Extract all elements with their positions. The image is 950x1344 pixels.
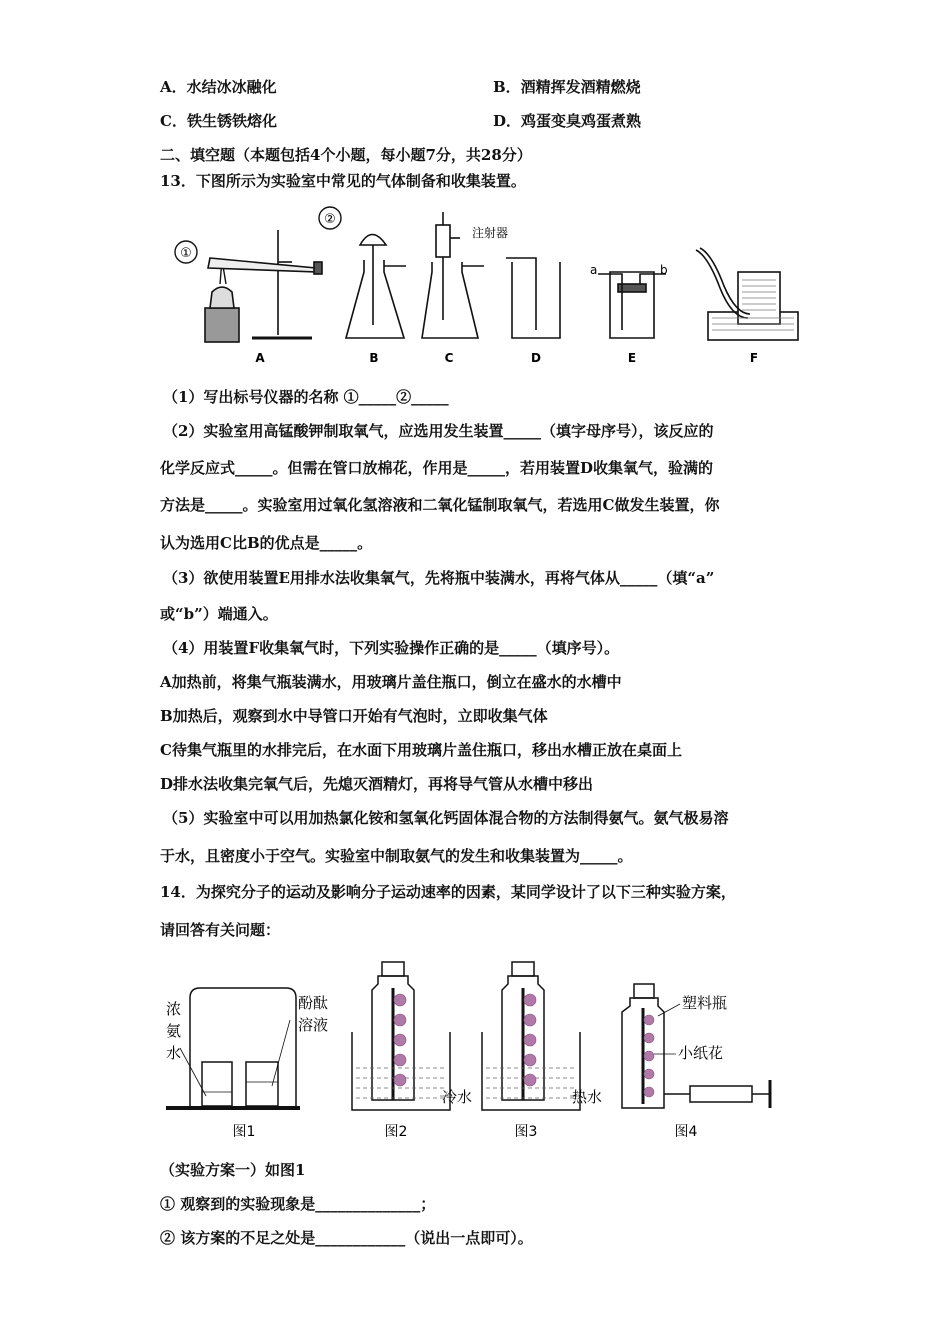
label-phenol-2: 溶液 — [298, 1016, 329, 1034]
label-phenol-1: 酚酞 — [298, 994, 329, 1012]
q13-option-d: D排水法收集完氧气后，先熄灭酒精灯，再将导气管从水槽中移出 — [160, 775, 594, 793]
q14-stem-line2: 请回答有关问题： — [160, 921, 281, 939]
label-plastic-bottle: 塑料瓶 — [682, 994, 728, 1012]
marker-1: ① — [180, 246, 192, 261]
option-b: B．酒精挥发酒精燃烧 — [493, 78, 641, 96]
apparatus-figure — [160, 200, 810, 372]
label-hot-water: 热水 — [572, 1088, 603, 1106]
section-title: 二、填空题（本题包括4个小题，每小题7分，共28分） — [160, 146, 532, 164]
small-beaker-ammonia — [202, 1062, 232, 1106]
flask-c — [422, 262, 478, 338]
caption-e: E — [627, 351, 637, 365]
caption-fig2: 图2 — [384, 1124, 408, 1140]
q13-part2-line2: 化学反应式_____。但需在管口放棉花，作用是_____，若用装置D收集氧气，验满的 — [160, 459, 714, 477]
small-beaker-phenol — [246, 1062, 278, 1106]
q13-part4: （4）用装置F收集氧气时，下列实验操作正确的是_____（填序号）。 — [163, 639, 620, 657]
label-ammonia-1: 浓 — [166, 1000, 182, 1018]
plan1-title: （实验方案一）如图1 — [160, 1161, 306, 1179]
q13-part5-line1: （5）实验室中可以用加热氯化铵和氢氧化钙固体混合物的方法制得氨气。氨气极易溶 — [163, 809, 729, 827]
label-ammonia-3: 水 — [166, 1044, 182, 1062]
option-d: D．鸡蛋变臭鸡蛋煮熟 — [493, 112, 642, 130]
q14-stem-line1: 14．为探究分子的运动及影响分子运动速率的因素，某同学设计了以下三种实验方案， — [160, 883, 736, 901]
q13-part2-line3: 方法是_____。实验室用过氧化氢溶液和二氧化锰制取氧气，若选用C做发生装置，你 — [160, 496, 720, 514]
q13-part3-line2: 或“b”）端通入。 — [160, 605, 278, 623]
q14-question2: ② 该方案的不足之处是____________（说出一点即可）。 — [160, 1229, 533, 1247]
syringe-fig4 — [690, 1086, 752, 1102]
caption-c: C — [444, 351, 454, 365]
q13-option-a: A加热前，将集气瓶装满水，用玻璃片盖住瓶口，倒立在盛水的水槽中 — [160, 673, 622, 691]
alcohol-lamp — [210, 287, 234, 308]
label-ammonia-2: 氨 — [166, 1022, 182, 1040]
gas-bottle-e — [610, 272, 654, 338]
large-beaker-cover — [190, 988, 296, 1108]
caption-b: B — [369, 351, 379, 365]
caption-f: F — [749, 351, 759, 365]
syringe — [436, 225, 450, 257]
q13-option-c: C待集气瓶里的水排完后，在水面下用玻璃片盖住瓶口，移出水槽正放在桌面上 — [160, 741, 682, 759]
option-a: A．水结冰冰融化 — [160, 78, 277, 96]
q13-part3-line1: （3）欲使用装置E用排水法收集氧气，先将瓶中装满水，再将气体从_____（填“a” — [163, 569, 715, 587]
label-cold-water: 冷水 — [442, 1088, 473, 1106]
option-c: C．铁生锈铁熔化 — [160, 112, 277, 130]
test-tube — [208, 258, 318, 272]
q14-question1: ① 观察到的实验现象是______________； — [160, 1195, 436, 1213]
caption-d: D — [531, 351, 541, 365]
caption-fig3: 图3 — [514, 1124, 538, 1140]
port-a-label: a — [590, 263, 598, 277]
bottle-cap-2 — [382, 962, 404, 976]
q13-part2-line4: 认为选用C比B的优点是_____。 — [160, 534, 373, 552]
bottle-cap-3 — [512, 962, 534, 976]
flask-b — [346, 260, 404, 338]
q13-part5-line2: 于水，且密度小于空气。实验室中制取氨气的发生和收集装置为_____。 — [160, 847, 633, 865]
port-b-label: b — [660, 263, 668, 277]
funnel — [360, 235, 386, 246]
bottle-cap-4 — [634, 984, 654, 998]
q13-part2-line1: （2）实验室用高锰酸钾制取氧气，应选用发生装置_____（填字母序号），该反应的 — [163, 422, 714, 440]
marker-2: ② — [324, 212, 336, 227]
caption-fig4: 图4 — [674, 1124, 698, 1140]
caption-a: A — [255, 351, 265, 365]
syringe-label: 注射器 — [472, 226, 509, 240]
q13-part1: （1）写出标号仪器的名称 ①_____②_____ — [163, 388, 449, 406]
caption-fig1: 图1 — [232, 1124, 256, 1140]
diffusion-figure — [160, 950, 790, 1150]
q13-option-b: B加热后，观察到水中导管口开始有气泡时，立即收集气体 — [160, 707, 548, 725]
wood-block — [205, 308, 239, 342]
label-paper-flower: 小纸花 — [678, 1044, 724, 1062]
q13-stem: 13．下图所示为实验室中常见的气体制备和收集装置。 — [160, 172, 526, 190]
